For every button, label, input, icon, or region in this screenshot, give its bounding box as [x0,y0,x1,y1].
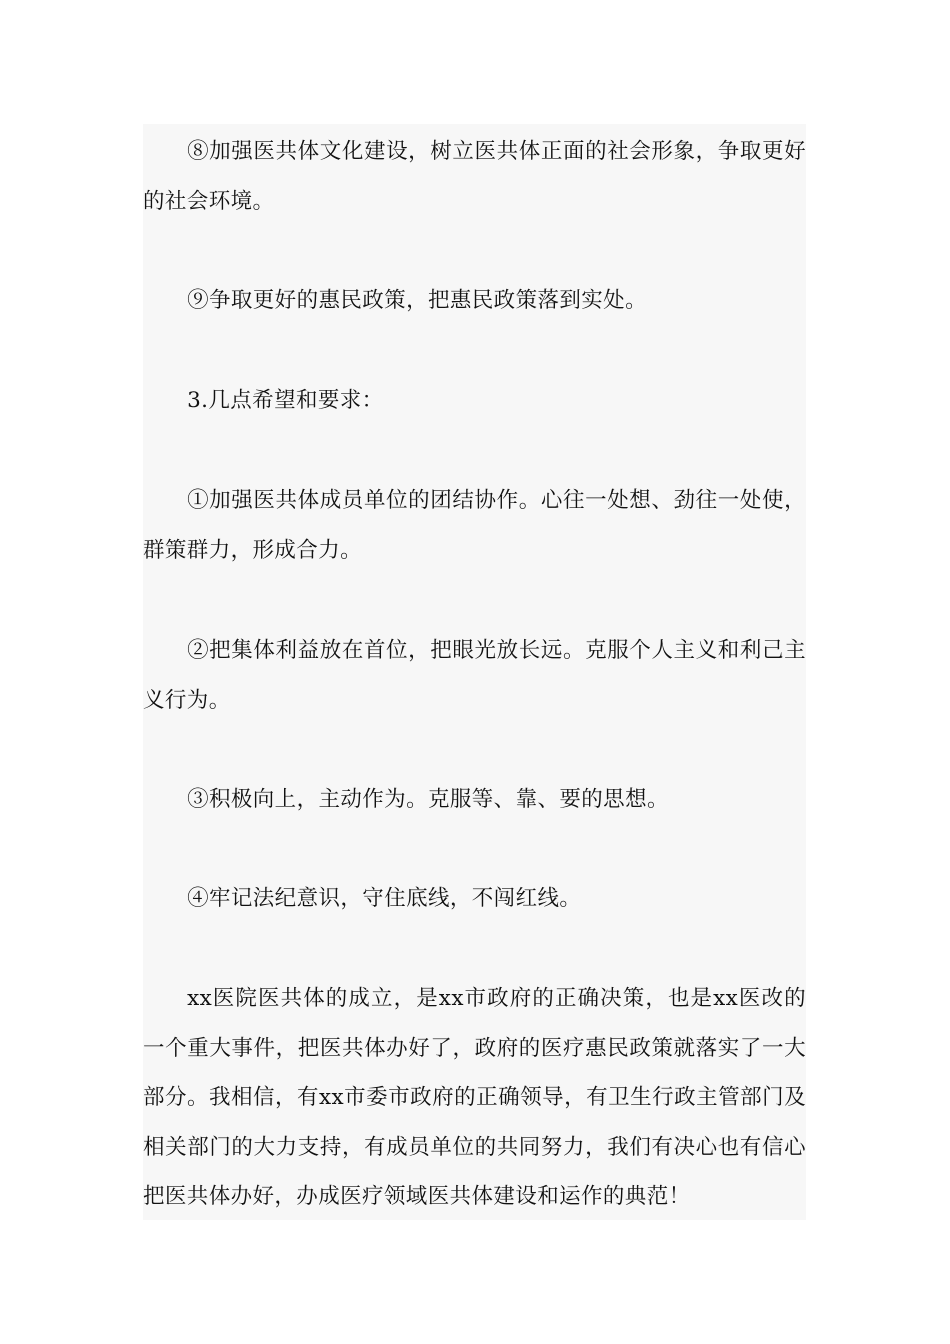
section-heading-hopes-requirements: 3.几点希望和要求： [187,388,384,413]
paragraph-requirement-4: ④牢记法纪意识，守住底线，不闯红线。 [187,886,582,911]
paragraph-requirement-3: ③积极向上，主动作为。克服等、靠、要的思想。 [187,787,669,812]
paragraph-conclusion: xx医院医共体的成立，是xx市政府的正确决策，也是xx医改的一个重大事件，把医共体办好了，政府的医疗惠民政策就落实了一大部分。我相信，有xx市委市政府的正确领导，有卫生行政主管部门及相关部门的大力支持，有成员单位的共同努力，我们有决心也有信心把医共体办好，办成医疗领域医共体建设和运作的典范！ [143,986,806,1209]
paragraph-requirement-1: ①加强医共体成员单位的团结协作。心往一处想、劲往一处使，群策群力，形成合力。 [143,488,806,563]
paragraph-item-8: ⑧加强医共体文化建设，树立医共体正面的社会形象，争取更好的社会环境。 [143,139,806,214]
paragraph-requirement-2: ②把集体利益放在首位，把眼光放长远。克服个人主义和利己主义行为。 [143,638,806,713]
paragraph-item-9: ⑨争取更好的惠民政策，把惠民政策落到实处。 [187,288,647,313]
document-body [143,124,806,1220]
